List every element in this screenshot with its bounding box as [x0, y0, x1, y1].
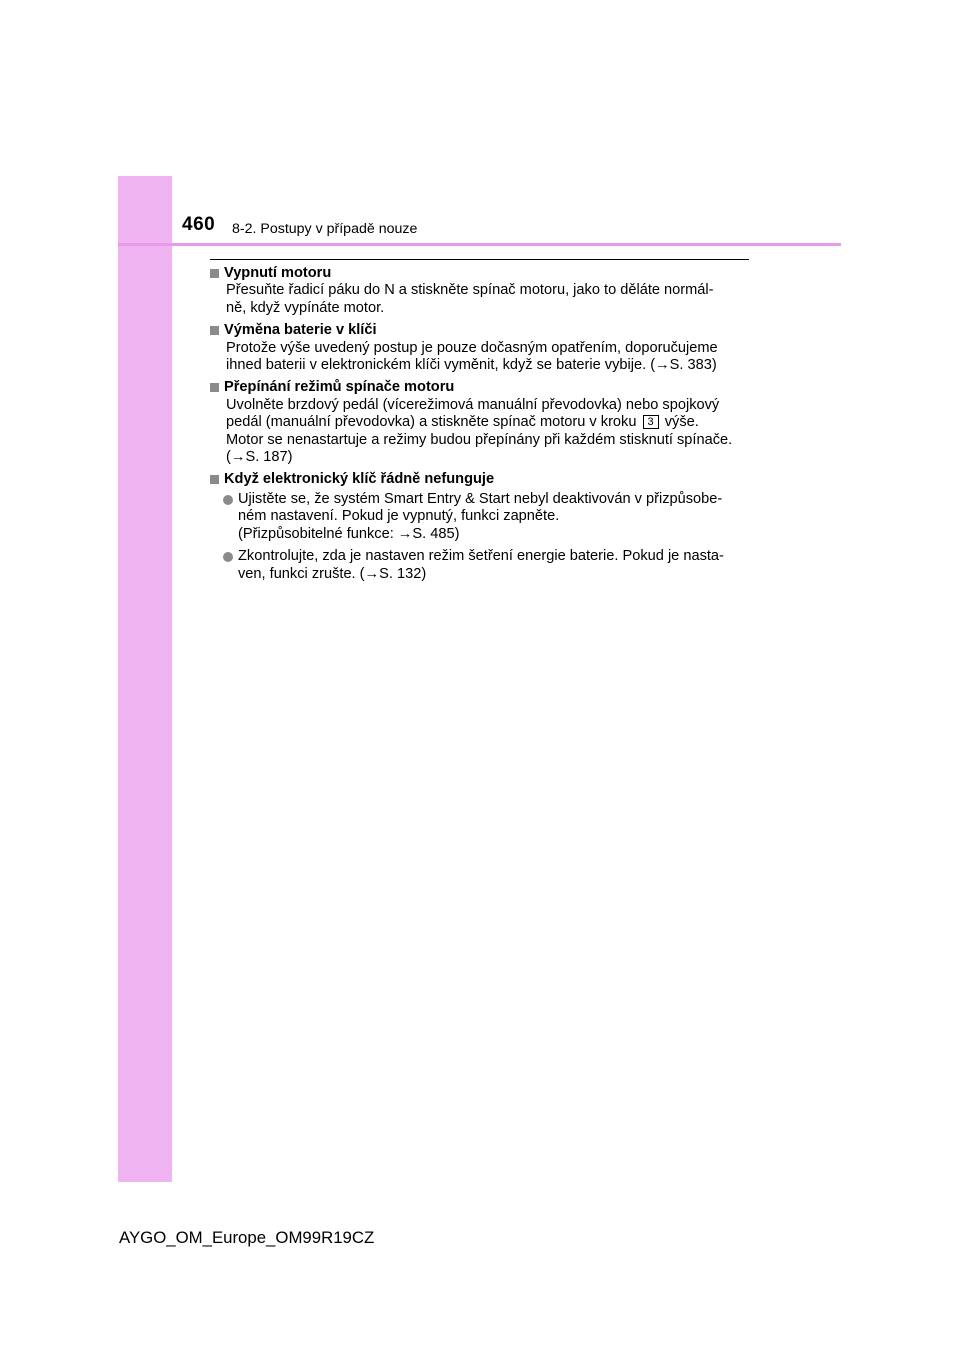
square-bullet-icon: [210, 326, 219, 335]
square-bullet-icon: [210, 269, 219, 278]
content-top-rule: [210, 259, 749, 260]
text-line: ném nastavení. Pokud je vypnutý, funkci zapněte.: [238, 508, 560, 525]
heading-text: Výměna baterie v klíči: [224, 322, 377, 339]
text-line: Motor se nenastartuje a režimy budou přepínány při každém stisknutí spínače.: [226, 431, 733, 448]
text-line-with-step: [226, 414, 749, 431]
circle-bullet-icon: [223, 552, 233, 562]
heading-text: Přepínání režimů spínače motoru: [224, 379, 455, 396]
list-item: [210, 491, 749, 543]
paragraph-prepinani-rezimu: [210, 397, 749, 467]
content-body: [210, 265, 749, 583]
page-reference-line: (→S. 187): [226, 449, 293, 466]
chapter-side-tab: [118, 176, 172, 1182]
circle-bullet-icon: [223, 495, 233, 505]
list-item: [210, 548, 749, 583]
heading-klic-nefunguje: [210, 471, 749, 488]
section-title: 8-2. Postupy v případě nouze: [232, 221, 418, 237]
heading-vypnuti-motoru: [210, 265, 749, 282]
text-line: ně, když vypínáte motor.: [226, 299, 385, 316]
text-line: Protože výše uvedený postup je pouze dočasným opatřením, doporučujeme: [226, 339, 718, 356]
step-number-badge: 3: [643, 415, 659, 429]
heading-text: Vypnutí motoru: [224, 265, 332, 281]
text-line: Ujistěte se, že systém Smart Entry & Start nebyl deaktivován v přizpůsobe-: [238, 490, 723, 507]
heading-prepinani-rezimu: [210, 379, 749, 396]
text-fragment: výše.: [664, 414, 699, 431]
paragraph-vymena-baterie: [210, 340, 749, 375]
square-bullet-icon: [210, 475, 219, 484]
paragraph-vypnuti-motoru: [210, 282, 749, 317]
document-code-footer: AYGO_OM_Europe_OM99R19CZ: [119, 1228, 375, 1247]
page-reference-line: ven, funkci zrušte. (→S. 132): [238, 565, 427, 582]
page-number: 460: [182, 214, 216, 235]
heading-vymena-baterie: [210, 322, 749, 339]
header-divider: [118, 243, 841, 246]
text-line: Uvolněte brzdový pedál (vícerežimová manuální převodovka) nebo spojkový: [226, 396, 720, 413]
text-line: Zkontrolujte, zda je nastaven režim šetření energie baterie. Pokud je nasta-: [238, 548, 724, 565]
page-reference-line: ihned baterii v elektronickém klíči vyměnit, když se baterie vybije. (→S. 383): [226, 357, 717, 374]
square-bullet-icon: [210, 383, 219, 392]
text-fragment: pedál (manuální převodovka) a stiskněte spínač motoru v kroku: [226, 414, 637, 431]
text-line: Přesuňte řadicí páku do N a stiskněte spínač motoru, jako to děláte normál-: [226, 282, 714, 299]
page-reference-line: (Přizpůsobitelné funkce: →S. 485): [238, 525, 460, 542]
heading-text: Když elektronický klíč řádně nefunguje: [224, 471, 495, 488]
